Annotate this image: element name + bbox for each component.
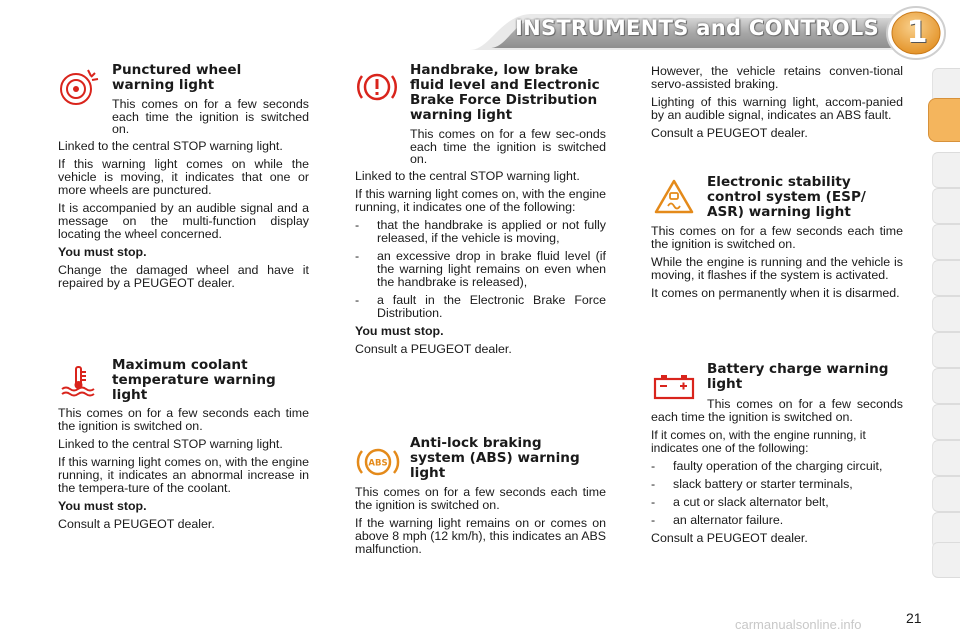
esp-heading [707, 175, 902, 220]
heading-line: control system (ESP/ [707, 189, 866, 205]
stop-notice: You must stop. [58, 245, 147, 259]
list-item [651, 478, 903, 491]
paragraph: If the warning light remains on or comes on above 8 mph (12 km/h), this indicates an ABS malfunction. [355, 516, 606, 556]
punctured-intro: This comes on for a few seconds each time the ignition is switched on. [112, 97, 309, 136]
list-dash: - [651, 459, 656, 473]
coolant-body [58, 407, 309, 536]
abs-heading [410, 436, 610, 481]
chapter-tab[interactable] [932, 440, 960, 476]
battery-heading [707, 362, 907, 392]
chapter-tab-active[interactable] [928, 98, 960, 142]
esp-body [651, 225, 903, 305]
stop-notice: You must stop. [355, 324, 444, 338]
watermark: carmanualsonline.info [735, 617, 862, 632]
list-dash: - [355, 293, 360, 307]
paragraph: While the engine is running and the vehicle is moving, it flashes if the system is activated. [651, 255, 903, 282]
heading-line: light [410, 465, 446, 481]
list-item [355, 294, 606, 320]
paragraph: Linked to the central STOP warning light. [58, 437, 283, 451]
page-number: 21 [906, 610, 922, 626]
paragraph: If this warning light comes on while the vehicle is moving, it indicates that one or more wheels are punctured. [58, 157, 309, 197]
stop-notice: You must stop. [58, 499, 147, 513]
paragraph: It comes on permanently when it is disarmed. [651, 286, 900, 300]
heading-line: system (ABS) warning [410, 450, 580, 466]
battery-intro: This comes on for a few seconds each time the ignition is switched on. [651, 397, 903, 424]
punctured-body [58, 140, 309, 295]
paragraph: This comes on for a few seconds each time the ignition is switched on. [58, 406, 309, 433]
paragraph: Consult a PEUGEOT dealer. [651, 531, 808, 545]
handbrake-heading [410, 63, 610, 123]
chapter-tab[interactable] [932, 542, 960, 578]
paragraph: Consult a PEUGEOT dealer. [58, 517, 215, 531]
heading-line: Brake Force Distribution [410, 92, 598, 108]
abs-icon [356, 444, 400, 480]
list-item [651, 496, 903, 509]
heading-line: warning light [112, 77, 215, 93]
heading-line: Anti-lock braking [410, 435, 542, 451]
handbrake-intro: This comes on for a few sec-onds each time the ignition is switched on. [410, 127, 606, 166]
chapter-tab[interactable] [932, 332, 960, 368]
handbrake-body [355, 170, 606, 361]
list-dash: - [651, 513, 656, 527]
list-item-text: an alternator failure. [673, 513, 784, 527]
chapter-tabs [928, 68, 960, 576]
list-dash: - [355, 218, 360, 232]
paragraph: Linked to the central STOP warning light. [58, 139, 283, 153]
list-item-text: a fault in the Electronic Brake Force Distribution. [377, 293, 606, 320]
list-item [355, 219, 606, 245]
heading-line: Maximum coolant [112, 357, 248, 373]
heading-line: ASR) warning light [707, 204, 851, 220]
chapter-tab[interactable] [932, 260, 960, 296]
list-dash: - [355, 249, 360, 263]
chapter-tab[interactable] [932, 296, 960, 332]
list-dash: - [651, 495, 656, 509]
chapter-tab[interactable] [932, 224, 960, 260]
esp-warning-icon [654, 179, 694, 215]
chapter-tab[interactable] [932, 368, 960, 404]
paragraph: If it comes on, with the engine running, it indicates one of the following: [651, 428, 866, 455]
chapter-tab[interactable] [932, 152, 960, 188]
heading-line: light [112, 387, 148, 403]
paragraph: It is accompanied by an audible signal and a message on the multi-function display locating the wheel concerned. [58, 201, 309, 241]
coolant-temperature-icon [60, 365, 98, 397]
list-item-text: an excessive drop in brake fluid level (if the warning light remains on even when the handbrake is released), [377, 249, 606, 289]
paragraph: This comes on for a few seconds each time the ignition is switched on. [651, 224, 903, 251]
paragraph: If this warning light comes on, with the engine running, it indicates one of the following: [355, 187, 606, 214]
chapter-number: 1 [906, 15, 928, 50]
list-item-text: a cut or slack alternator belt, [673, 495, 829, 509]
abs-body [355, 486, 606, 561]
page-title: INSTRUMENTS and CONTROLS [515, 16, 879, 40]
abs-icon-text: ABS [368, 458, 388, 469]
list-item [651, 514, 903, 527]
heading-line: Electronic stability [707, 174, 851, 190]
paragraph: Change the damaged wheel and have it repaired by a PEUGEOT dealer. [58, 263, 309, 290]
heading-line: Handbrake, low brake [410, 62, 579, 78]
heading-line: warning light [410, 107, 513, 123]
chapter-tab[interactable] [932, 476, 960, 512]
list-item [651, 460, 903, 473]
paragraph: Consult a PEUGEOT dealer. [651, 126, 808, 140]
paragraph: This comes on for a few seconds each time the ignition is switched on. [355, 485, 606, 512]
list-item-text: that the handbrake is applied or not fully released, if the vehicle is moving, [377, 218, 606, 245]
punctured-wheel-icon [58, 67, 102, 107]
list-dash: - [651, 477, 656, 491]
heading-line: fluid level and Electronic [410, 77, 600, 93]
brake-warning-icon [356, 68, 398, 106]
chapter-tab[interactable] [932, 404, 960, 440]
battery-icon [653, 374, 695, 400]
heading-line: light [707, 376, 743, 392]
paragraph: Linked to the central STOP warning light. [355, 169, 580, 183]
list-item-text: faulty operation of the charging circuit, [673, 459, 883, 473]
coolant-heading [112, 358, 307, 403]
list-item [355, 250, 606, 289]
heading-line: Battery charge warning [707, 361, 889, 377]
chapter-tab[interactable] [932, 188, 960, 224]
punctured-heading [112, 63, 302, 93]
paragraph: Lighting of this warning light, accom-panied by an audible signal, indicates an ABS fault. [651, 95, 903, 122]
paragraph: However, the vehicle retains conven-tional servo-assisted braking. [651, 64, 903, 91]
heading-line: Punctured wheel [112, 62, 242, 78]
battery-body [651, 398, 903, 550]
paragraph: If this warning light comes on, with the engine running, it indicates an abnormal increase in the tempera-ture of the coolant. [58, 455, 309, 495]
list-item-text: slack battery or starter terminals, [673, 477, 853, 491]
heading-line: temperature warning [112, 372, 276, 388]
paragraph: Consult a PEUGEOT dealer. [355, 342, 512, 356]
abs-continued [651, 65, 903, 145]
